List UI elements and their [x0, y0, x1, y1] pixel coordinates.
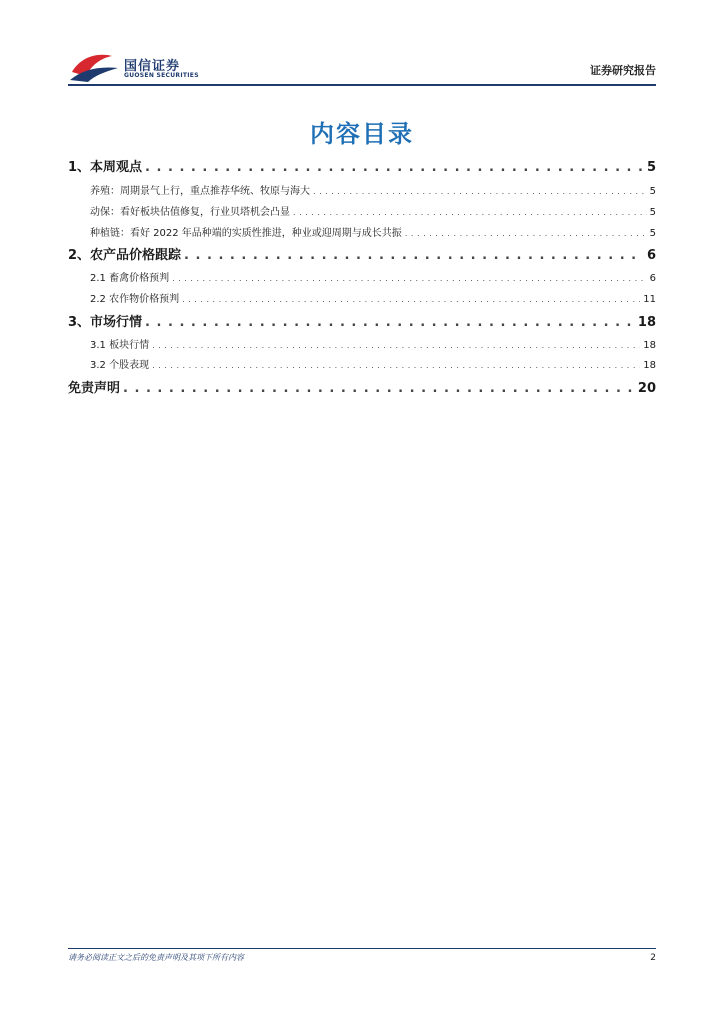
toc-entry-page: 5 [649, 207, 656, 218]
toc-entry-section-3[interactable] [68, 311, 656, 330]
toc-leader-dots [293, 208, 647, 217]
footer-divider [68, 948, 656, 949]
toc-leader-dots [123, 381, 635, 396]
toc-entry-label: 养殖：周期景气上行，重点推荐华统、牧原与海大 [90, 186, 310, 197]
toc-leader-dots [184, 248, 644, 263]
toc-entry-disclaimer[interactable] [68, 377, 656, 396]
toc-leader-dots [145, 315, 635, 330]
toc-entry-page: 5 [646, 160, 656, 175]
toc-entry-label: 2、农产品价格跟踪 [68, 248, 182, 263]
toc-entry-breeding[interactable] [68, 182, 656, 197]
toc-entry-label: 2.1 畜禽价格预判 [90, 273, 170, 284]
guosen-logo [68, 50, 218, 84]
toc-leader-dots [182, 295, 640, 304]
toc-entry-section-2[interactable] [68, 244, 656, 263]
toc-leader-dots [152, 361, 640, 370]
toc-leader-dots [145, 160, 644, 175]
toc-entry-animal-health[interactable] [68, 203, 656, 218]
toc-entry-page: 11 [643, 294, 656, 305]
toc-leader-dots [405, 229, 647, 238]
toc-entry-page: 18 [643, 360, 656, 371]
guosen-logo-icon [68, 50, 120, 84]
toc-entry-page: 18 [643, 340, 656, 351]
page-number: 2 [650, 953, 656, 963]
toc-entry-page: 18 [637, 315, 656, 330]
toc-entry-3-2[interactable] [68, 356, 656, 371]
toc-entry-3-1[interactable] [68, 336, 656, 351]
toc-leader-dots [172, 274, 647, 283]
report-type-label: 证券研究报告 [590, 64, 656, 77]
toc-entry-label: 2.2 农作物价格预判 [90, 294, 180, 305]
logo-name-en: GUOSEN SECURITIES [124, 72, 199, 79]
toc-entry-label: 种植链：看好 2022 年品种端的实质性推进，种业或迎周期与成长共振 [90, 228, 402, 239]
toc-entry-label: 3.2 个股表现 [90, 360, 150, 371]
toc-leader-dots [313, 187, 647, 196]
footer-disclaimer: 请务必阅读正文之后的免责声明及其项下所有内容 [68, 953, 244, 962]
toc-entry-label: 3、市场行情 [68, 315, 143, 330]
toc-entry-page: 20 [637, 381, 656, 396]
toc-entry-2-2[interactable] [68, 290, 656, 305]
toc-entry-page: 5 [649, 186, 656, 197]
toc-entry-label: 1、本周观点 [68, 160, 143, 175]
header-divider [68, 84, 656, 86]
toc-entry-label: 免责声明 [68, 381, 121, 396]
toc-entry-page: 5 [649, 228, 656, 239]
toc-entry-2-1[interactable] [68, 269, 656, 284]
toc-title: 内容目录 [310, 120, 414, 148]
logo-name-cn: 国信证券 [124, 59, 181, 74]
toc-entry-label: 3.1 板块行情 [90, 340, 150, 351]
toc-entry-page: 6 [646, 248, 656, 263]
toc-entry-planting-chain[interactable] [68, 224, 656, 239]
toc-leader-dots [152, 341, 640, 350]
toc-entry-label: 动保：看好板块估值修复，行业贝塔机会凸显 [90, 207, 290, 218]
toc-entry-section-1[interactable] [68, 156, 656, 175]
toc-entry-page: 6 [649, 273, 656, 284]
page-header [68, 48, 656, 88]
